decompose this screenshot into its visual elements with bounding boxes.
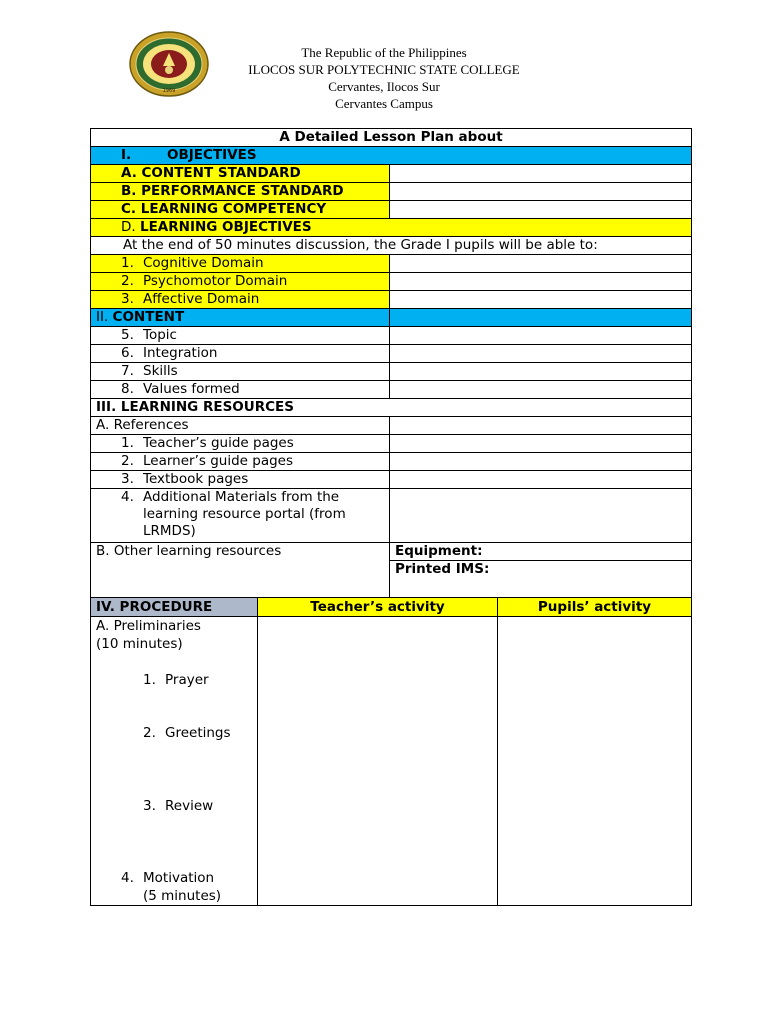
objectives-heading	[91, 147, 692, 165]
references-value[interactable]	[390, 417, 692, 435]
procedure-steps	[91, 617, 258, 906]
learning-competency-value[interactable]	[390, 201, 692, 219]
procedure-body-row	[91, 617, 692, 906]
resource-item-row	[91, 489, 692, 543]
domain-label: 2. Psychomotor Domain	[91, 273, 390, 291]
content-standard-value[interactable]	[390, 165, 692, 183]
procedure-header-row	[91, 598, 692, 617]
resource-item-row	[91, 453, 692, 471]
procedure-step: 2. Greetings	[143, 725, 231, 741]
performance-standard-row	[91, 183, 692, 201]
procedure-step: 3. Review	[143, 798, 214, 814]
college-seal-logo	[128, 30, 210, 98]
learning-competency-label: C. LEARNING COMPETENCY	[91, 201, 390, 219]
objectives-label: OBJECTIVES	[167, 147, 257, 163]
domain-row	[91, 255, 692, 273]
content-item-row	[91, 363, 692, 381]
header-location: Cervantes, Ilocos Sur	[328, 79, 440, 94]
content-item-label: 6. Integration	[91, 345, 390, 363]
objectives-intro: At the end of 50 minutes discussion, the Grade I pupils will be able to:	[91, 237, 692, 255]
references-row	[91, 417, 692, 435]
resource-item-row	[91, 435, 692, 453]
motivation-time: (5 minutes)	[143, 888, 222, 904]
lesson-plan	[90, 128, 691, 906]
resources-heading-row	[91, 399, 692, 417]
resource-item-value[interactable]	[390, 489, 692, 543]
resource-item-label: 4. Additional Materials from the learning resource portal (from LRMDS)	[91, 489, 390, 543]
content-item-label: 8. Values formed	[91, 381, 390, 399]
content-item-label: 7. Skills	[91, 363, 390, 381]
header-campus: Cervantes Campus	[335, 96, 433, 111]
resources-heading: III. LEARNING RESOURCES	[91, 399, 692, 417]
learning-objectives-label: LEARNING OBJECTIVES	[139, 219, 312, 235]
procedure-heading: IV. PROCEDURE	[91, 598, 258, 617]
resource-item-value[interactable]	[390, 435, 692, 453]
domain-row	[91, 273, 692, 291]
pupils-activity-heading: Pupils’ activity	[498, 598, 692, 617]
domain-label: 3. Affective Domain	[91, 291, 390, 309]
references-label: A. References	[91, 417, 390, 435]
learning-objectives-prefix: D.	[121, 219, 140, 235]
equipment-label: Equipment:	[390, 543, 692, 561]
header-college: ILOCOS SUR POLYTECHNIC STATE COLLEGE	[248, 62, 520, 77]
domain-value[interactable]	[390, 291, 692, 309]
resource-item-label: 3. Textbook pages	[91, 471, 390, 489]
document-header	[0, 0, 768, 120]
performance-standard-value[interactable]	[390, 183, 692, 201]
resource-item-row	[91, 471, 692, 489]
objectives-num: I.	[121, 147, 132, 163]
resource-item-label: 2. Learner’s guide pages	[91, 453, 390, 471]
procedure-step: 1. Prayer	[143, 672, 209, 688]
resource-item-label: 1. Teacher’s guide pages	[91, 435, 390, 453]
other-resources-row	[91, 543, 692, 561]
preliminaries-label: A. Preliminaries	[96, 618, 201, 634]
printed-ims-label: Printed IMS:	[390, 561, 692, 598]
content-heading: II. CONTENT	[91, 309, 390, 327]
content-item-value[interactable]	[390, 363, 692, 381]
content-item-value[interactable]	[390, 327, 692, 345]
plan-title: A Detailed Lesson Plan about	[91, 129, 692, 147]
objectives-row	[91, 147, 692, 165]
seal-year: 1969	[162, 88, 176, 94]
content-item-value[interactable]	[390, 345, 692, 363]
header-republic: The Republic of the Philippines	[301, 45, 467, 60]
performance-standard-label: B. PERFORMANCE STANDARD	[91, 183, 390, 201]
domain-row	[91, 291, 692, 309]
content-item-row	[91, 345, 692, 363]
content-standard-row	[91, 165, 692, 183]
content-item-value[interactable]	[390, 381, 692, 399]
domain-value[interactable]	[390, 255, 692, 273]
objectives-intro-row	[91, 237, 692, 255]
title-row	[91, 129, 692, 147]
teacher-activity-cell[interactable]	[258, 617, 498, 906]
lesson-plan-table	[90, 128, 692, 598]
other-resources-label: B. Other learning resources	[91, 543, 390, 598]
content-heading-value	[390, 309, 692, 327]
content-item-row	[91, 381, 692, 399]
learning-objectives-heading	[91, 219, 692, 237]
learning-competency-row	[91, 201, 692, 219]
teacher-activity-heading: Teacher’s activity	[258, 598, 498, 617]
content-item-label: 5. Topic	[91, 327, 390, 345]
content-standard-label: A. CONTENT STANDARD	[91, 165, 390, 183]
domain-label: 1. Cognitive Domain	[91, 255, 390, 273]
procedure-step: 4. Motivation	[121, 870, 215, 886]
content-item-row	[91, 327, 692, 345]
preliminaries-time: (10 minutes)	[96, 636, 183, 652]
learning-objectives-row	[91, 219, 692, 237]
procedure-table	[90, 597, 692, 906]
resource-item-value[interactable]	[390, 453, 692, 471]
content-heading-row	[91, 309, 692, 327]
resource-item-value[interactable]	[390, 471, 692, 489]
domain-value[interactable]	[390, 273, 692, 291]
pupils-activity-cell[interactable]	[498, 617, 692, 906]
